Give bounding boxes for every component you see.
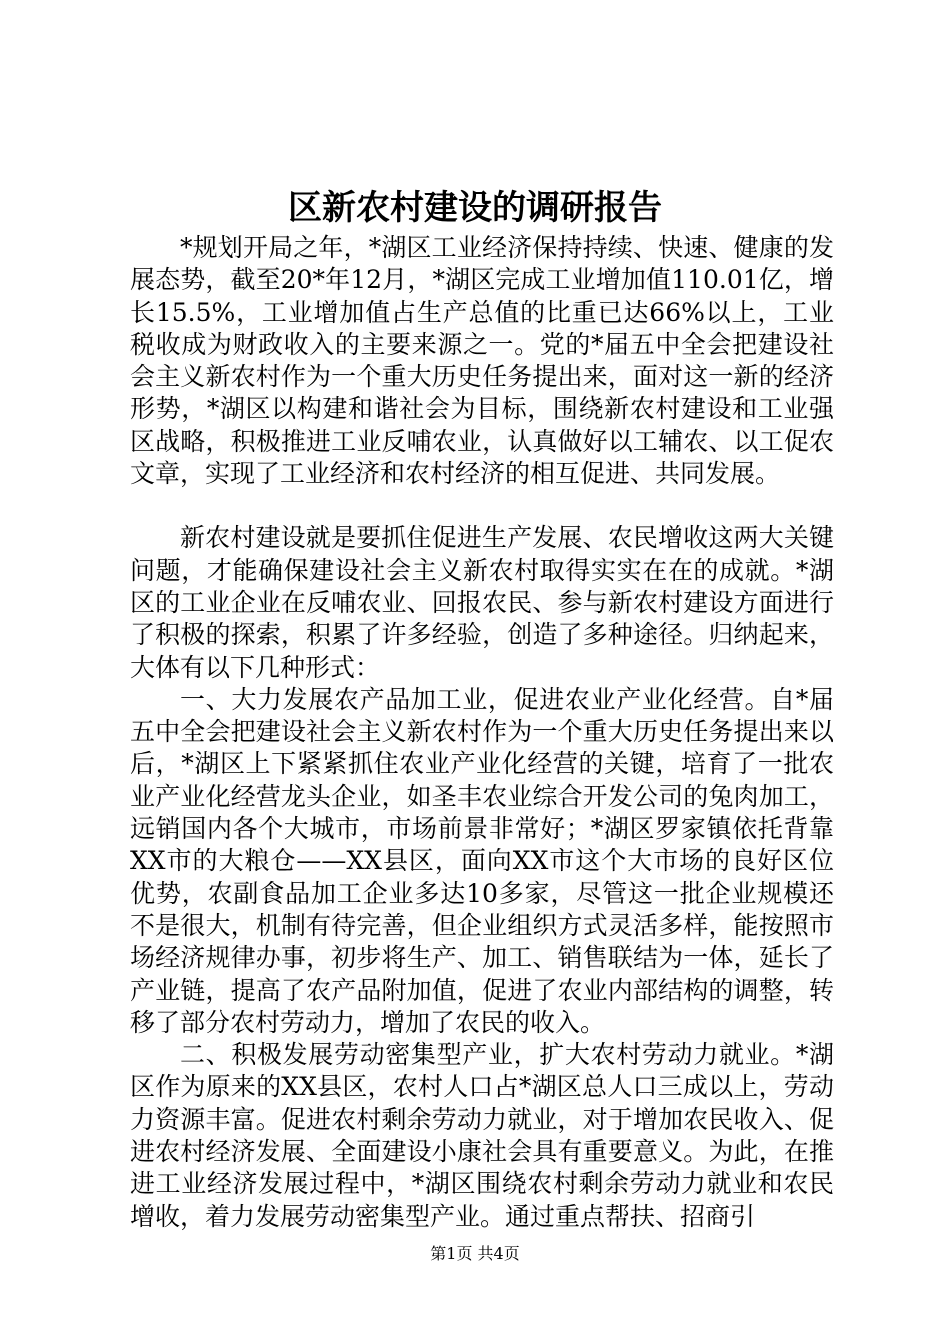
paragraph-section-two: 二、积极发展劳动密集型产业，扩大农村劳动力就业。*湖区作为原来的XX县区，农村人口占*湖区总人口三成以上，劳动力资源丰富。促进农村剩余劳动力就业，对于增加农民收入、促进农村经济发展、全面建设小康社会具有重要意义。为此，在推进工业经济发展过程中，*湖区围绕农村剩余劳动力就业和农民增收，着力发展劳动密集型产业。通过重点帮扶、招商引 [130, 1040, 834, 1231]
paragraph-key-issues: 新农村建设就是要抓住促进生产发展、农民增收这两大关键问题，才能确保建设社会主义新农村取得实实在在的成就。*湖区的工业企业在反哺农业、回报农民、参与新农村建设方面进行了积极的探索，积累了许多经验，创造了多种途径。归纳起来，大体有以下几种形式： [130, 523, 834, 682]
page-footer: 第1页 共4页 [430, 1244, 520, 1263]
paragraph-intro: *规划开局之年，*湖区工业经济保持持续、快速、健康的发展态势，截至20*年12月，*湖区完成工业增加值110.01亿，增长15.5%，工业增加值占生产总值的比重已达66%以上，工业税收成为财政收入的主要来源之一。党的*届五中全会把建设社会主义新农村作为一个重大历史任务提出来，面对这一新的经济形势，*湖区以构建和谐社会为目标，围绕新农村建设和工业强区战略，积极推进工业反哺农业，认真做好以工辅农、以工促农文章，实现了工业经济和农村经济的相互促进、共同发展。 [130, 233, 834, 489]
document-body [130, 232, 834, 1233]
document-title: 区新农村建设的调研报告 [288, 188, 662, 228]
paragraph-section-one: 一、大力发展农产品加工业，促进农业产业化经营。自*届五中全会把建设社会主义新农村作为一个重大历史任务提出来以后，*湖区上下紧紧抓住农业产业化经营的关键，培育了一批农业产业化经营龙头企业，如圣丰农业综合开发公司的兔肉加工，远销国内各个大城市，市场前景非常好；*湖区罗家镇依托背靠XX市的大粮仓——XX县区，面向XX市这个大市场的良好区位优势，农副食品加工企业多达10多家，尽管这一批企业规模还不是很大，机制有待完善，但企业组织方式灵活多样，能按照市场经济规律办事，初步将生产、加工、销售联结为一体，延长了产业链，提高了农产品附加值，促进了农业内部结构的调整，转移了部分农村劳动力，增加了农民的收入。 [130, 684, 834, 1037]
